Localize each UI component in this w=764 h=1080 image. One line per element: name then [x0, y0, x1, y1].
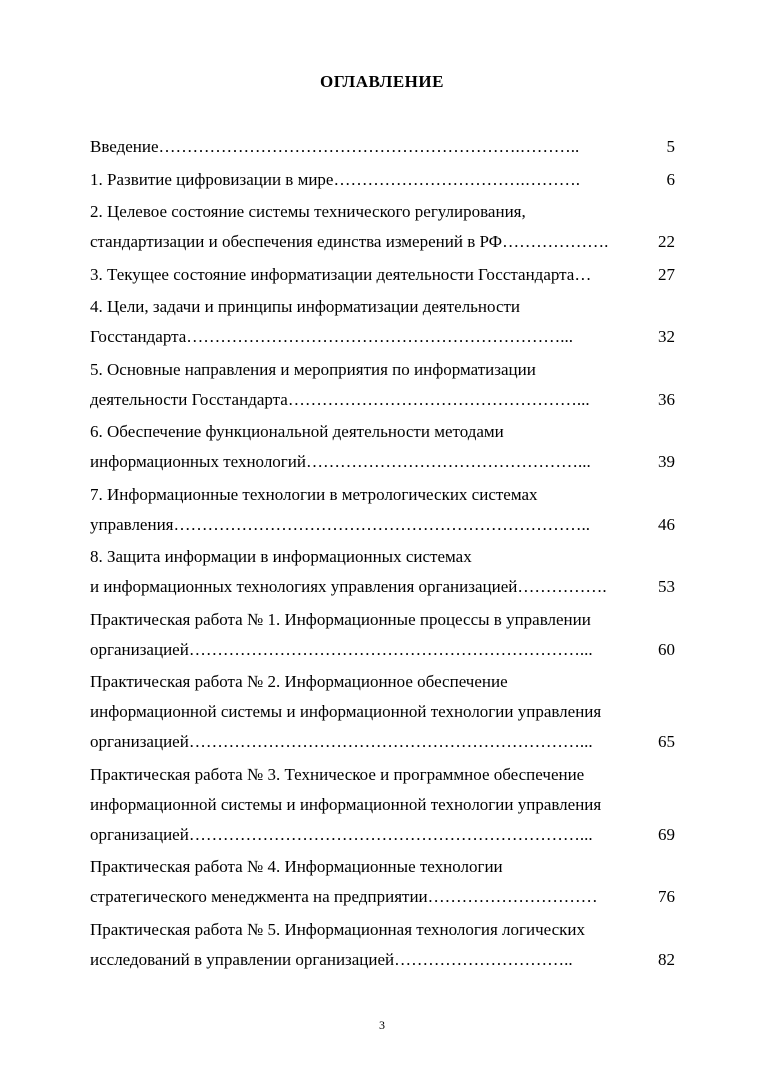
toc-entry-text: информационных технологий…………………………………………...	[90, 452, 591, 471]
toc-entry-line	[90, 915, 675, 945]
toc-entry-text: стандартизации и обеспечения единства измерений в РФ……………….	[90, 232, 609, 251]
toc-entry-text: управления………………………………………………………………..	[90, 514, 590, 534]
toc-entry-text: 4. Цели, задачи и принципы информатизации деятельности	[90, 297, 521, 316]
toc-entry-line	[90, 820, 675, 850]
toc-entry-line	[90, 542, 675, 572]
toc-entry	[90, 132, 675, 162]
toc-entry-text: деятельности Госстандарта……………………………………………...	[90, 389, 590, 409]
toc-page-number: 39	[658, 452, 675, 471]
toc-entry-line	[90, 667, 675, 697]
toc-entry-text: информационной системы и информационной технологии управления	[90, 794, 602, 814]
toc-entry-line	[90, 510, 675, 540]
toc-page-number: 6	[666, 169, 675, 189]
toc-entry-text: Практическая работа № 1. Информационные процессы в управлении	[90, 609, 591, 629]
toc-entry-line	[90, 697, 675, 727]
toc-entry	[90, 667, 675, 757]
toc-entry	[90, 165, 675, 195]
toc-entry-text: Практическая работа № 3. Техническое и программное обеспечение	[90, 764, 585, 784]
table-of-contents	[90, 132, 675, 975]
toc-entry	[90, 605, 675, 665]
toc-entry-text: организацией……………………………………………………………...	[90, 732, 593, 751]
page-number: 3	[379, 1018, 385, 1032]
toc-entry	[90, 260, 675, 290]
toc-entry-line	[90, 322, 675, 352]
toc-entry-line	[90, 572, 675, 602]
toc-entry-text: исследований в управлении организацией…………………………..	[90, 949, 573, 969]
toc-entry-line	[90, 882, 675, 912]
toc-page-number: 60	[658, 639, 675, 659]
toc-page-number: 82	[658, 949, 675, 969]
toc-entry	[90, 292, 675, 352]
toc-entry-line	[90, 292, 675, 322]
toc-entry-line	[90, 480, 675, 510]
toc-entry-line	[90, 852, 675, 882]
toc-entry-line	[90, 227, 675, 257]
toc-page-number: 36	[658, 389, 675, 409]
toc-page-number: 22	[658, 232, 675, 251]
toc-entry-text: организацией……………………………………………………………...	[90, 824, 593, 844]
toc-page-number: 46	[658, 514, 675, 534]
toc-page-number: 5	[666, 137, 675, 156]
toc-entry-line	[90, 945, 675, 975]
toc-entry-text: 7. Информационные технологии в метрологических системах	[90, 484, 538, 504]
toc-page-number: 53	[658, 577, 675, 596]
toc-entry	[90, 542, 675, 602]
toc-page-number: 32	[658, 327, 675, 346]
toc-page-number: 76	[658, 887, 675, 906]
toc-entry-text: 3. Текущее состояние информатизации деятельности Госстандарта…	[90, 264, 592, 284]
toc-entry	[90, 480, 675, 540]
toc-entry-line	[90, 760, 675, 790]
toc-entry-line	[90, 385, 675, 415]
toc-entry-text: стратегического менеджмента на предприятии…………………………	[90, 887, 598, 906]
toc-entry-line	[90, 790, 675, 820]
toc-entry-text: Практическая работа № 5. Информационная технология логических	[90, 919, 585, 939]
toc-entry	[90, 760, 675, 850]
toc-entry-line	[90, 727, 675, 757]
toc-entry-text: организацией……………………………………………………………...	[90, 639, 593, 659]
toc-entry	[90, 852, 675, 912]
toc-entry-text: Госстандарта…………………………………………………………...	[90, 327, 574, 346]
toc-entry	[90, 197, 675, 257]
toc-entry-text: 5. Основные направления и мероприятия по информатизации	[90, 359, 536, 379]
toc-entry-line	[90, 447, 675, 477]
toc-entry-line	[90, 635, 675, 665]
toc-entry-line	[90, 132, 675, 162]
toc-entry-text: 6. Обеспечение функциональной деятельности методами	[90, 422, 504, 441]
toc-entry-text: информационной системы и информационной технологии управления	[90, 702, 602, 721]
toc-entry-line	[90, 417, 675, 447]
toc-entry-text: и информационных технологиях управления организацией…………….	[90, 577, 607, 596]
toc-entry-text: Практическая работа № 2. Информационное обеспечение	[90, 672, 508, 691]
toc-entry-text: Практическая работа № 4. Информационные технологии	[90, 857, 503, 876]
toc-title: ОГЛАВЛЕНИЕ	[320, 72, 444, 91]
toc-entry-text: 2. Целевое состояние системы технического регулирования,	[90, 202, 526, 221]
toc-entry	[90, 417, 675, 477]
toc-entry-line	[90, 605, 675, 635]
toc-entry-line	[90, 355, 675, 385]
toc-page-number: 69	[658, 824, 675, 844]
toc-page-number: 27	[658, 264, 675, 284]
toc-entry-text: 1. Развитие цифровизации в мире…………………………….……….	[90, 169, 580, 189]
toc-entry	[90, 355, 675, 415]
toc-entry-line	[90, 260, 675, 290]
toc-entry-text: Введение……………………………………………………….………..	[90, 137, 580, 156]
toc-entry-line	[90, 197, 675, 227]
toc-entry	[90, 915, 675, 975]
toc-entry-line	[90, 165, 675, 195]
toc-page-number: 65	[658, 732, 675, 751]
toc-entry-text: 8. Защита информации в информационных системах	[90, 547, 472, 566]
